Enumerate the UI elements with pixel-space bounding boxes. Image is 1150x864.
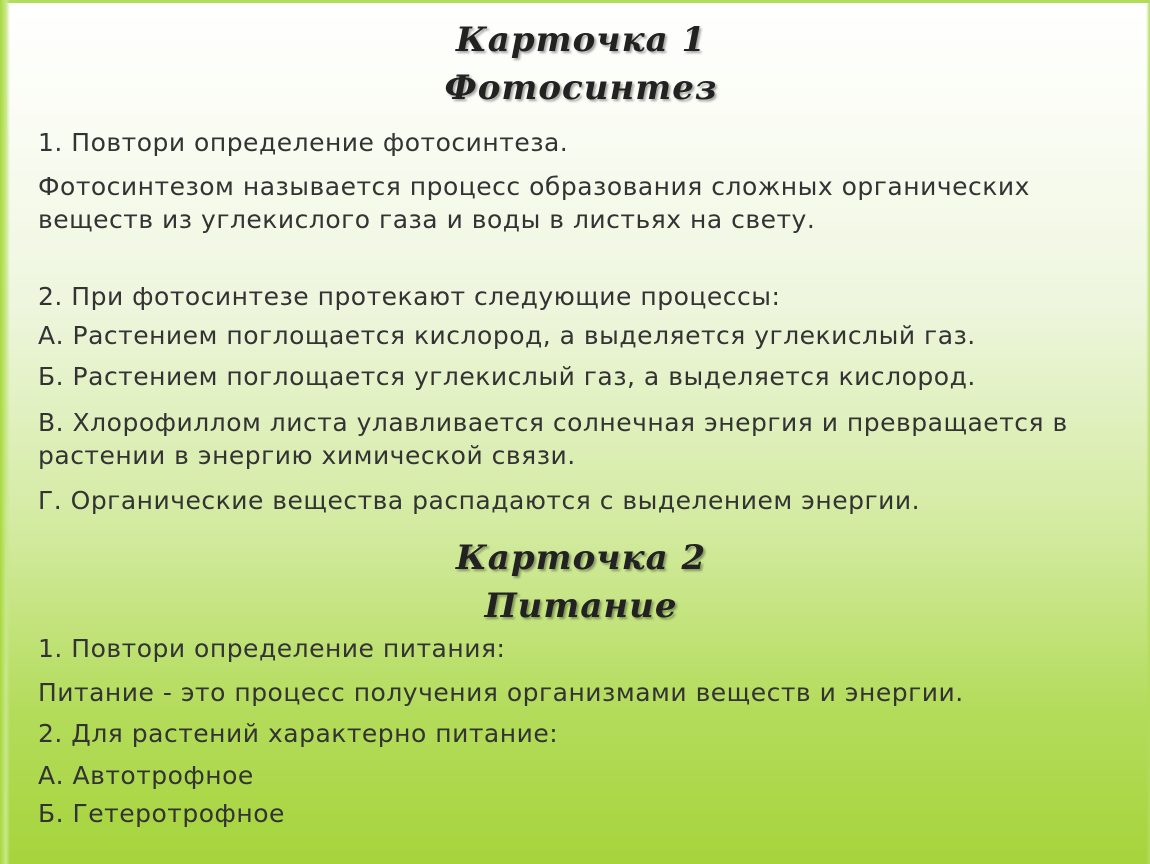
card1-option-d: Г. Органические вещества распадаются с выделением энергии. [38,486,921,515]
card1-option-a: А. Растением поглощается кислород, а выделяется углекислый газ. [38,321,976,350]
card2-task1: 1. Повтори определение питания: [38,634,506,663]
card1-definition: Фотосинтезом называется процесс образования сложных органических веществ из углекислого газа и воды в листьях на свету. [38,172,1030,234]
card2-title: Карточка 2 [455,538,707,578]
card1-option-b: Б. Растением поглощается углекислый газ, а выделяется кислород. [38,362,976,391]
card1-subtitle: Фотосинтез [444,68,718,108]
card2-definition: Питание - это процесс получения организмами веществ и энергии. [38,678,964,707]
card1-title: Карточка 1 [455,20,707,60]
card1-option-c: В. Хлорофиллом листа улавливается солнечная энергия и превращается в растении в энергию химической связи. [38,408,1068,470]
card2-option-a: А. Автотрофное [38,761,254,790]
card2-subtitle: Питание [484,586,678,626]
card1-task2: 2. При фотосинтезе протекают следующие процессы: [38,282,781,311]
card2-task2: 2. Для растений характерно питание: [38,719,559,748]
card1-task1: 1. Повтори определение фотосинтеза. [38,128,569,157]
card2-option-b: Б. Гетеротрофное [38,799,285,828]
